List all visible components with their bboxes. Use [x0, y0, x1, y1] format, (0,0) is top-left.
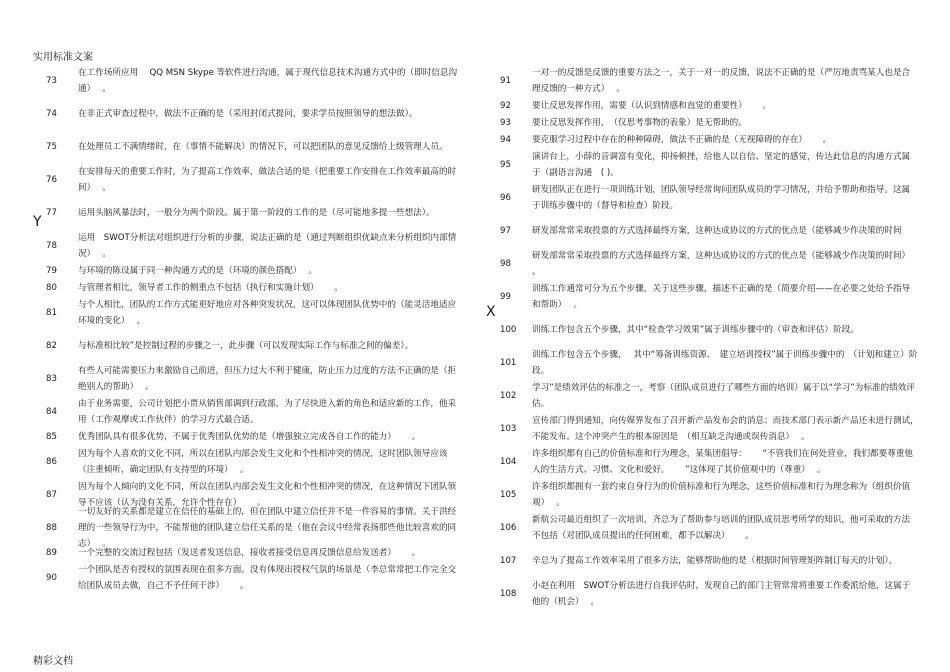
question-item: [498, 148, 918, 181]
question-item: [498, 412, 924, 445]
question-text: 在非正式审查过程中，做法不正确的是（采用封闭式提问，要求学员按照领导的想法做）。: [78, 108, 418, 119]
question-text: 与管理者相比，领导者工作的侧重点不包括（执行和实施计划） 。: [78, 282, 343, 293]
question-item: [44, 428, 464, 445]
question-item: [44, 130, 464, 163]
question-text: 宣传部门得到通知，向传媒界发布了召开新产品发布会的消息；而技术部门表示新产品还未进行测试， 不能发布。这个冲突产生的根本原因是 （相互缺乏沟通或误传消息） 。: [532, 415, 924, 442]
question-item: [44, 544, 464, 561]
question-text: 要克服学习过程中存在的种种障碍，做法不正确的是（无视障碍的存在） 。: [532, 134, 832, 145]
question-text: 与环境的陈设属于同一种沟通方式的是（环境的颜色搭配） 。: [78, 265, 318, 276]
question-number: 89: [46, 547, 57, 558]
question-item: [44, 279, 464, 296]
question-text: 训练工作包含五个步骤，其中“检查学习效果”属于训练步骤中的（审查和评估）阶段。: [532, 324, 859, 335]
question-number: 102: [500, 390, 517, 401]
question-item: [498, 114, 918, 131]
question-item: [498, 544, 918, 577]
question-text: 由于业务需要，公司计划把小贾从销售部调到行政部，为了尽快进入新的角色和适应新的工作，他采用（工作观摩或工作伙伴）的学习方式最合适。: [78, 398, 457, 425]
page-footer: 精彩文档: [33, 656, 73, 667]
question-number: 78: [46, 240, 57, 251]
question-number: 73: [46, 75, 57, 86]
question-item: [44, 362, 464, 395]
question-item: [498, 64, 918, 97]
question-text: 一个团队是否有授权的氛围表现在很多方面。没有体现出授权气氛的场景是（李总常常把工作完全交给团队成员去做，自己不予任何干涉） 。: [78, 564, 457, 591]
question-number: 95: [500, 159, 511, 170]
question-number: 103: [500, 423, 517, 434]
question-item: [498, 247, 918, 280]
question-number: 74: [46, 108, 57, 119]
question-text: 辛总为了提高工作效率采用了很多方法，能够帮助他的是（根据时间管理矩阵制订每天的计划）。: [532, 555, 898, 566]
question-number: 77: [46, 207, 57, 218]
question-text: 训练工作包含五个步骤， 其中“筹备训练资源、 建立培训授权”属于训练步骤中的 （计划和建立）阶段。: [532, 349, 918, 376]
question-text: 在安排每天的重要工作时，为了提高工作效率，做法合适的是（把重要工作安排在工作效率最高的时间） 。: [78, 166, 457, 193]
question-number: 83: [46, 373, 57, 384]
question-number: 101: [500, 357, 517, 368]
question-item: [44, 196, 464, 229]
question-item: [498, 511, 918, 544]
question-item: [44, 506, 464, 549]
question-text: 研发部常常采取投票的方式选择最终方案，这种达成协议的方式的优点是（能够减少作决策的时间） 。: [532, 250, 918, 277]
question-text: 优秀团队具有很多优势，不属于优秀团队优势的是（增强独立完成各自工作的能力） 。: [78, 431, 421, 442]
question-item: [498, 379, 918, 412]
question-item: [44, 445, 464, 478]
question-number: 86: [46, 456, 57, 467]
right-question-column: [498, 64, 924, 610]
question-text: 运用 SWOT分析法对组织进行分析的步骤，说法正确的是（通过判断组织优缺点来分析组织内部情况） 。: [78, 232, 457, 259]
question-text: 许多组织都有自己的价值标准和行为理念，某集团倡导： “不管我们在何处营业，我们都要尊重他人的生活方式、习惯、文化和爱好。 ”这体现了其价值观中的（尊重） 。: [532, 448, 914, 475]
question-number: 93: [500, 117, 511, 128]
question-text: 要让反思发挥作用， （仅思考事物的表象）是无帮助的。: [532, 117, 747, 128]
question-number: 84: [46, 406, 57, 417]
question-item: [498, 131, 918, 148]
question-number: 79: [46, 265, 57, 276]
question-text: 研发团队正在进行一项训练计划，团队领导经常询问团队成员的学习情况，并给予帮助和指导。这属于训练步骤中的（督导和检查）阶段。: [532, 184, 911, 211]
left-question-column: [44, 64, 464, 594]
question-number: 96: [500, 192, 511, 203]
question-number: 85: [46, 431, 57, 442]
question-text: 运用头脑风暴法时，一般分为两个阶段。属于第一阶段的工作的是（尽可能地多提一些想法）。: [78, 207, 435, 218]
question-item: [498, 346, 918, 379]
question-number: 107: [500, 555, 517, 566]
question-number: 104: [500, 456, 517, 467]
question-item: [498, 478, 918, 511]
question-number: 98: [500, 258, 511, 269]
question-text: 有些人可能需要压力来激励自己前进，但压力过大不利于健康，防止压力过度的方法不正确的是（拒绝别人的帮助） 。: [78, 365, 457, 392]
question-number: 97: [500, 225, 511, 236]
question-text: 研发部常常采取投票的方式选择最终方案，这种达成协议的方式的优点是（能够减少作决策的时间: [532, 225, 902, 236]
question-text: 与标准相比较”是控制过程的步骤之一，此步骤（可以发现实际工作与标准之间的偏差）。: [78, 340, 414, 351]
question-number: 90: [46, 572, 57, 583]
margin-mark-right: X: [486, 304, 496, 320]
question-number: 92: [500, 100, 511, 111]
question-item: [498, 97, 918, 114]
question-number: 76: [46, 174, 57, 185]
question-item: [44, 395, 464, 428]
question-text: 一对一的反馈是反馈的重要方法之一，关于一对一的反馈，说法不正确的是（严厉地责骂某人也是合理反馈的一种方式） 。: [532, 67, 911, 94]
question-item: [498, 313, 918, 346]
question-item: [44, 163, 464, 196]
question-text: 一个完整的交流过程包括（发送者发送信息，接收者接受信息再反馈信息给发送者） 。: [78, 547, 421, 558]
question-text: 因为每个人倾向的文化不同，所以在团队内部会发生文化和个性相冲突的情况，在这种情况下团队领导不应该（认为没有关系，允许个性存在） 。: [78, 481, 457, 508]
question-number: 108: [500, 588, 517, 599]
question-text: 一切友好的关系都是建立在信任的基础上的，但在团队中建立信任并不是一件容易的事情。关于洪经理的一些领导行为中，不能帮他的团队建立信任关系的是（他在会议中经常表扬那些他比较喜欢的同志） 。: [78, 506, 457, 549]
question-number: 82: [46, 340, 57, 351]
question-number: 88: [46, 522, 57, 533]
question-number: 80: [46, 282, 57, 293]
question-item: [44, 97, 464, 130]
question-text: 小赵在利用 SWOT分析法进行自我评估时，发现自己的部门主管常常将重要工作委派给他，这属于他的（机会） 。: [532, 580, 911, 607]
question-item: [44, 329, 464, 362]
question-number: 81: [46, 307, 57, 318]
question-number: 75: [46, 141, 57, 152]
question-text: 与个人相比，团队的工作方式能更好地应对各种突发状况，这可以体现团队优势中的（能灵活地适应环境的变化） 。: [78, 299, 457, 326]
question-text: 在工作场所应用 QQ MSN Skype 等软件进行沟通，属于现代信息技术沟通方式中的（即时信息沟通） 。: [78, 67, 458, 94]
question-text: 许多组织都拥有一套约束自身行为的价值标准和行为理念，这些价值标准和行为理念称为（组织价值观） 。: [532, 481, 911, 508]
question-number: 91: [500, 75, 511, 86]
question-item: [498, 280, 918, 313]
question-item: [498, 214, 918, 247]
question-number: 87: [46, 489, 57, 500]
question-text: 要让反思发挥作用，需要（认识到情感和直觉的重要性） 。: [532, 100, 772, 111]
question-item: [498, 181, 918, 214]
question-text: 演讲台上，小薛的音调富有变化，抑扬顿挫，给他人以自信、坚定的感觉，传达此信息的沟通方式属于（副语言沟通 ( )。: [532, 151, 911, 178]
question-item: [44, 64, 464, 97]
question-item: [44, 262, 464, 279]
question-number: 94: [500, 134, 511, 145]
question-text: 训练工作通常可分为五个步骤，关于这些步骤，描述不正确的是（简要介绍——在必要之处给予指导和帮助） 。: [532, 283, 911, 310]
margin-mark-left: Y: [33, 214, 42, 230]
question-number: 106: [500, 522, 517, 533]
question-item: [44, 296, 464, 329]
question-number: 99: [500, 291, 511, 302]
question-item: [498, 577, 918, 610]
question-item: [498, 445, 918, 478]
question-item: [44, 229, 464, 262]
question-number: 105: [500, 489, 517, 500]
question-item: [44, 561, 464, 594]
page-header: 实用标准文案: [33, 52, 93, 63]
question-text: 新航公司最近组织了一次培训，齐总为了帮助参与培训的团队成员思考所学的知识，他可采取的方法不包括（对团队成员提出的任何困难，都予以解决） 。: [532, 514, 911, 541]
question-text: 在处理员工不满情绪时，在（事情不能解决）的情况下，可以把团队的意见反馈给上级管理人员。: [78, 141, 448, 152]
question-text: 因为每个人喜欢的文化不同，所以在团队内部会发生文化和个性相冲突的情况，这时团队领导应该（注重倾听，确定团队有支持型的环境） 。: [78, 448, 448, 475]
question-number: 100: [500, 324, 517, 335]
question-text: 学习”是绩效评估的标准之一，考察（团队成员进行了哪些方面的培训）属于以“学习”为标准的绩效评估。: [532, 382, 915, 409]
